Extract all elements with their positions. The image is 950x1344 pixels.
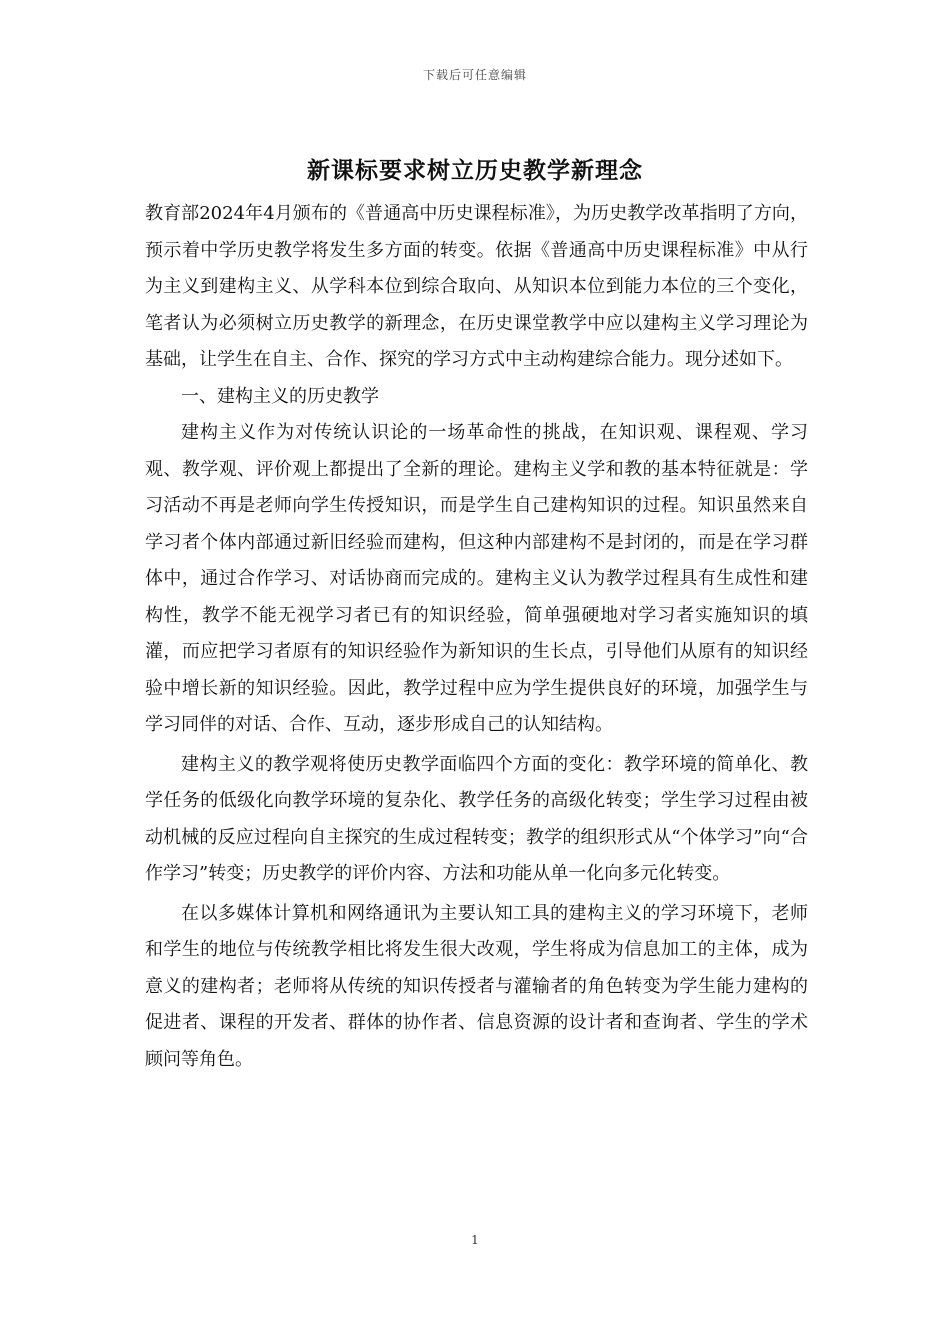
body-paragraph: 建构主义的教学观将使历史教学面临四个方面的变化：教学环境的简单化、教学任务的低级化向教学环境的复杂化、教学任务的高级化转变；学生学习过程由被动机械的反应过程向自主探究的生成过程转变；教学的组织形式从“个体学习”向“合作学习”转变；历史教学的评价内容、方法和功能从单一化向多元化转变。 [145, 753, 808, 884]
body-paragraph: 在以多媒体计算机和网络通讯为主要认知工具的建构主义的学习环境下，老师和学生的地位与传统教学相比将发生很大改观，学生将成为信息加工的主体，成为意义的建构者；老师将从传统的知识传授者与灌输者的角色转变为学生能力建构的促进者、课程的开发者、群体的协作者、信息资源的设计者和查询者、学生的学术顾问等角色。 [145, 902, 808, 1070]
page-number: 1 [471, 1233, 479, 1247]
document-body [145, 196, 808, 1078]
section-heading: 一、建构主义的历史教学 [181, 385, 379, 407]
intro-paragraph: 教育部2024年4月颁布的《普通高中历史课程标准》，为历史教学改革指明了方向，预示着中学历史教学将发生多方面的转变。依据《普通高中历史课程标准》中从行为主义到建构主义、从学科本位到综合取向、从知识本位到能力本位的三个变化，笔者认为必须树立历史教学的新理念，在历史课堂教学中应以建构主义学习理论为基础，让学生在自主、合作、探究的学习方式中主动构建综合能力。现分述如下。 [145, 203, 808, 370]
body-paragraph: 建构主义作为对传统认识论的一场革命性的挑战，在知识观、课程观、学习观、教学观、评价观上都提出了全新的理论。建构主义学和教的基本特征就是：学习活动不再是老师向学生传授知识，而是学生自己建构知识的过程。知识虽然来自学习者个体内部通过新旧经验而建构，但这种内部建构不是封闭的，而是在学习群体中，通过合作学习、对话协商而完成的。建构主义认为教学过程具有生成性和建构性，教学不能无视学习者已有的知识经验，简单强硬地对学习者实施知识的填灌，而应把学习者原有的知识经验作为新知识的生长点，引导他们从原有的知识经验中增长新的知识经验。因此，教学过程中应为学生提供良好的环境，加强学生与学习同伴的对话、合作、互动，逐步形成自己的认知结构。 [145, 422, 808, 735]
page-header: 下载后可任意编辑 [422, 68, 527, 82]
document-title: 新课标要求树立历史教学新理念 [307, 157, 643, 184]
